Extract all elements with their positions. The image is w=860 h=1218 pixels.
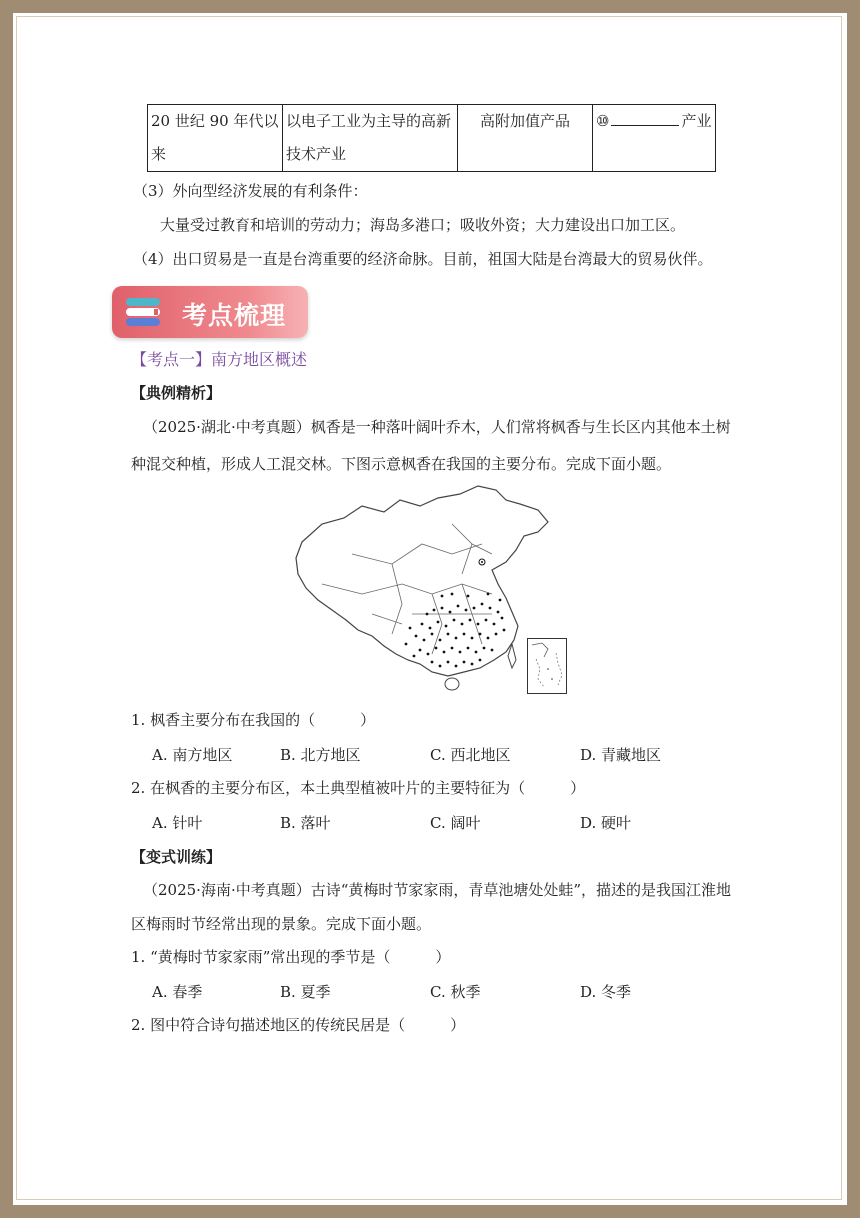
section-banner [112, 286, 308, 338]
hainan-island [445, 678, 459, 690]
books-icon [124, 295, 164, 329]
q2-option-a[interactable]: A. 针叶 [152, 814, 203, 832]
t-q1-option-d[interactable]: D. 冬季 [580, 983, 632, 1001]
trade-text: （4）出口贸易是一直是台湾重要的经济命脉。目前，祖国大陆是台湾最大的贸易伙伴。 [133, 250, 713, 268]
example-line-1: （2025·湖北·中考真题）枫香是一种落叶阔叶乔木，人们常将枫香与生长区内其他本土树 [143, 418, 731, 436]
table-cell-blank: ⑩ 产业 [593, 105, 716, 172]
table-cell-product: 高附加值产品 [458, 105, 593, 172]
t-q1-option-c[interactable]: C. 秋季 [430, 983, 481, 1001]
t-q1-text: 1. “黄梅时节家家雨”常出现的季节是（ ） [131, 948, 451, 966]
q2-option-d[interactable]: D. 硬叶 [580, 814, 632, 832]
table-cell-period: 20 世纪 90 年代以来 [148, 105, 283, 172]
table-row [148, 105, 716, 172]
q1-option-d[interactable]: D. 青藏地区 [580, 746, 662, 764]
q1-option-b[interactable]: B. 北方地区 [280, 746, 361, 764]
industry-table [147, 104, 716, 172]
country-outline [296, 486, 548, 676]
t-q1-option-b[interactable]: B. 夏季 [280, 983, 331, 1001]
china-map [292, 484, 554, 696]
answer-blank[interactable] [611, 111, 679, 126]
q2-option-b[interactable]: B. 落叶 [280, 814, 331, 832]
example-line-2: 种混交种植，形成人工混交林。下图示意枫香在我国的主要分布。完成下面小题。 [131, 455, 672, 473]
south-china-sea-inset [527, 638, 567, 694]
q1-text: 1. 枫香主要分布在我国的（ ） [131, 711, 376, 729]
q1-option-c[interactable]: C. 西北地区 [430, 746, 511, 764]
t-q1-option-a[interactable]: A. 春季 [152, 983, 203, 1001]
conditions-body: 大量受过教育和培训的劳动力；海岛多港口；吸收外资；大力建设出口加工区。 [160, 216, 686, 234]
q1-option-a[interactable]: A. 南方地区 [152, 746, 233, 764]
q2-text: 2. 在枫香的主要分布区，本土典型植被叶片的主要特征为（ ） [131, 779, 586, 797]
training-line-2: 区梅雨时节经常出现的景象。完成下面小题。 [131, 915, 432, 933]
banner-title: 考点梳理 [182, 301, 287, 330]
example-label: 【典例精析】 [131, 384, 222, 402]
conditions-heading: （3）外向型经济发展的有利条件： [133, 182, 368, 200]
t-q2-text: 2. 图中符合诗句描述地区的传统民居是（ ） [131, 1016, 466, 1034]
topic-label: 【考点一】南方地区概述 [131, 350, 308, 369]
training-line-1: （2025·海南·中考真题）古诗“黄梅时节家家雨，青草池塘处处蛙”，描述的是我国江淮地 [143, 881, 732, 899]
q2-option-c[interactable]: C. 阔叶 [430, 814, 481, 832]
table-cell-industry: 以电子工业为主导的高新技术产业 [283, 105, 458, 172]
training-label: 【变式训练】 [131, 848, 222, 866]
